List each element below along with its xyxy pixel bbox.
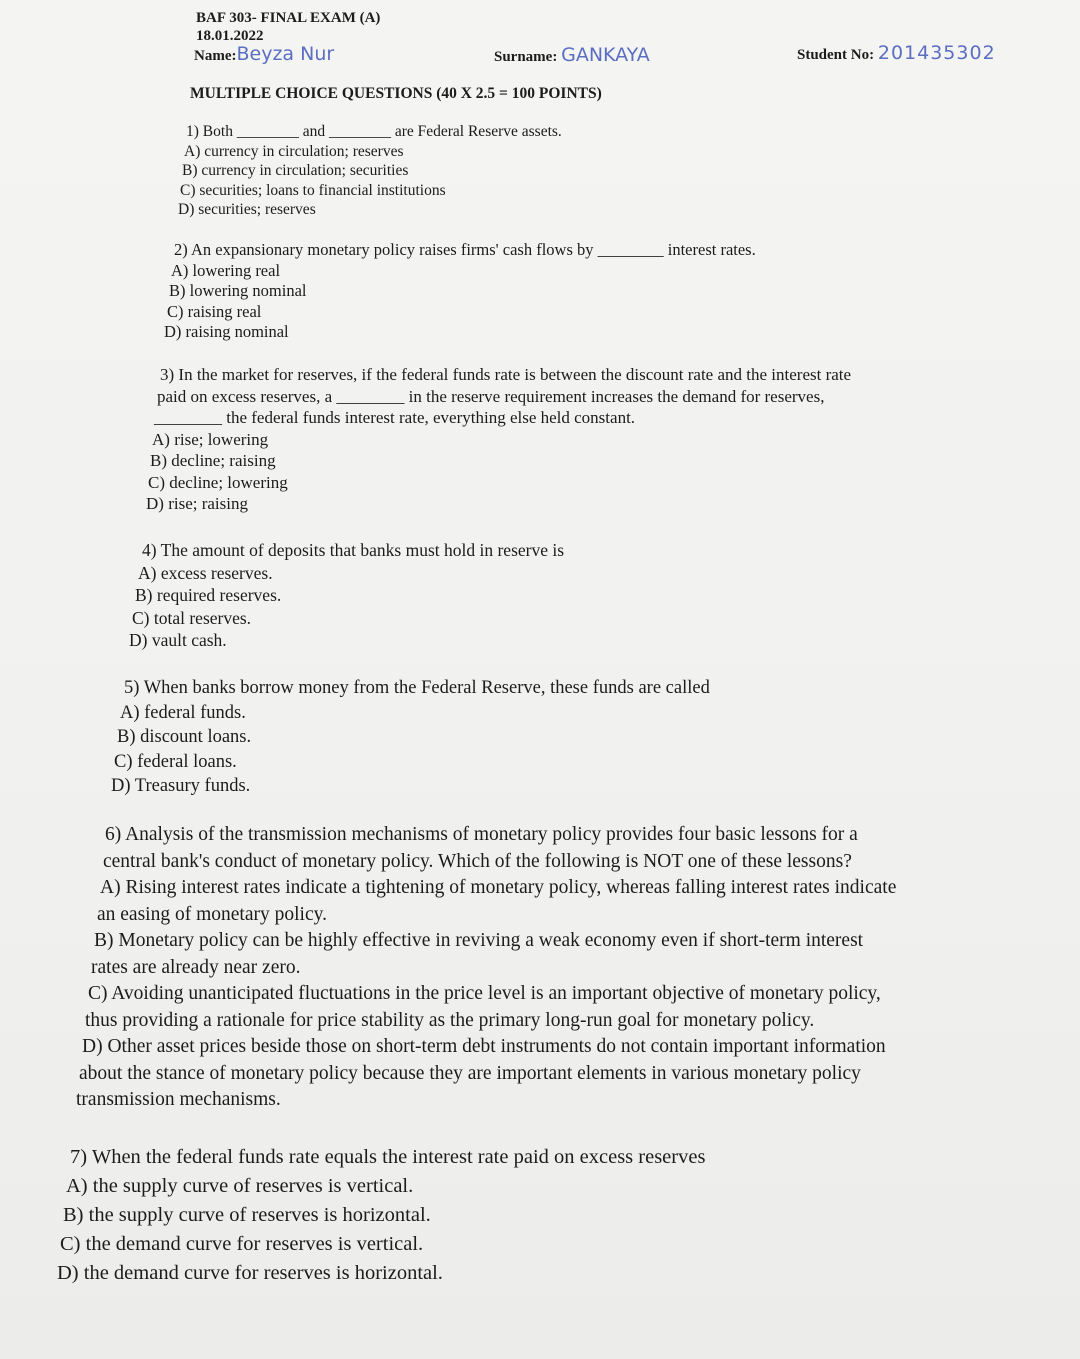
option-a: A) excess reserves. xyxy=(138,562,273,583)
option-b: B) required reserves. xyxy=(135,585,282,605)
question-number: 7) xyxy=(70,1146,88,1168)
question-number: 6) xyxy=(105,824,122,845)
option-d-cont: transmission mechanisms. xyxy=(76,1089,281,1110)
option-b: B) the supply curve of reserves is horizontal. xyxy=(63,1204,431,1226)
option-b: B) discount loans. xyxy=(117,727,252,747)
stem-line: paid on excess reserves, a ________ in the reserve requirement increases the demand for reserves, xyxy=(157,386,825,406)
question-number: 1) xyxy=(186,123,199,140)
stem-line: Analysis of the transmission mechanisms of monetary policy provides four basic lessons for a xyxy=(125,824,858,845)
student-no-row xyxy=(797,42,996,64)
stem-line: When banks borrow money from the Federal Reserve, these funds are called xyxy=(143,678,710,698)
stem-line: When the federal funds rate equals the interest rate paid on excess reserves xyxy=(91,1146,706,1168)
option-a: A) currency in circulation; reserves xyxy=(184,142,404,160)
option-c: C) raising real xyxy=(167,301,262,321)
option-b: B) decline; raising xyxy=(150,451,276,470)
option-c: C) decline; lowering xyxy=(148,472,288,492)
question-3 xyxy=(144,364,851,515)
name-handwritten: Beyza Nur xyxy=(236,43,335,65)
stem-line: An expansionary monetary policy raises firms' cash flows by ________ interest rates. xyxy=(190,240,756,259)
option-c: C) Avoiding unanticipated fluctuations in the price level is an important objective of monetary policy, xyxy=(88,983,881,1004)
stem-line: The amount of deposits that banks must hold in reserve is xyxy=(160,540,565,560)
surname-row xyxy=(494,44,650,66)
surname-label: Surname: xyxy=(494,49,558,65)
course-title: BAF 303- FINAL EXAM (A) xyxy=(196,10,381,26)
option-a: A) lowering real xyxy=(171,260,281,280)
option-c: C) the demand curve for reserves is vertical. xyxy=(60,1233,424,1255)
exam-date: 18.01.2022 xyxy=(196,28,264,44)
option-b-cont: rates are already near zero. xyxy=(91,956,301,978)
option-a-cont: an easing of monetary policy. xyxy=(97,903,327,925)
question-stem xyxy=(178,122,562,142)
question-7 xyxy=(56,1143,705,1288)
question-4 xyxy=(128,539,564,652)
section-title: MULTIPLE CHOICE QUESTIONS (40 X 2.5 = 100 POINTS) xyxy=(190,85,602,102)
question-6 xyxy=(76,822,896,1114)
question-stem xyxy=(128,539,564,562)
question-2 xyxy=(164,240,756,343)
option-d: D) rise; raising xyxy=(146,494,248,513)
question-stem xyxy=(164,240,756,261)
name-row xyxy=(194,43,334,65)
option-b: B) lowering nominal xyxy=(169,281,307,300)
option-d: D) Other asset prices beside those on short-term debt instruments do not contain important information xyxy=(82,1036,886,1057)
name-label: Name: xyxy=(194,48,237,64)
option-a: A) federal funds. xyxy=(120,702,246,723)
question-stem xyxy=(56,1143,705,1172)
question-stem xyxy=(76,822,896,849)
question-1 xyxy=(178,122,562,220)
student-no-label: Student No: xyxy=(797,47,875,63)
option-d: D) vault cash. xyxy=(129,630,227,650)
option-d: D) raising nominal xyxy=(164,322,289,341)
question-number: 3) xyxy=(160,365,175,384)
option-d: D) Treasury funds. xyxy=(111,776,251,796)
option-d: D) the demand curve for reserves is horizontal. xyxy=(57,1262,443,1284)
option-b: B) currency in circulation; securities xyxy=(182,162,409,179)
option-a: A) Rising interest rates indicate a tightening of monetary policy, whereas falling interest rates indicate xyxy=(100,877,897,898)
surname-handwritten: GANKAYA xyxy=(561,44,650,66)
option-d-cont: about the stance of monetary policy because they are important elements in various monetary policy xyxy=(79,1062,861,1084)
stem-line: central bank's conduct of monetary policy. Which of the following is NOT one of these lessons? xyxy=(103,850,852,872)
stem-line: ________ the federal funds interest rate, everything else held constant. xyxy=(154,408,636,427)
option-c: C) total reserves. xyxy=(132,607,252,628)
question-number: 4) xyxy=(142,540,157,560)
option-d: D) securities; reserves xyxy=(178,201,316,218)
question-number: 2) xyxy=(174,240,188,259)
option-c-cont: thus providing a rationale for price stability as the primary long-run goal for monetary policy. xyxy=(85,1009,815,1031)
option-a: A) rise; lowering xyxy=(152,429,269,449)
question-5 xyxy=(110,676,710,799)
question-number: 5) xyxy=(124,678,140,698)
student-no-handwritten: 201435302 xyxy=(877,42,996,64)
option-b: B) Monetary policy can be highly effective in reviving a weak economy even if short-term interest xyxy=(94,930,864,951)
option-c: C) federal loans. xyxy=(114,751,237,772)
option-a: A) the supply curve of reserves is vertical. xyxy=(66,1175,414,1197)
question-stem xyxy=(110,676,710,701)
stem-line: Both ________ and ________ are Federal Reserve assets. xyxy=(202,123,562,140)
option-c: C) securities; loans to financial institutions xyxy=(180,181,446,199)
question-stem xyxy=(144,364,851,386)
stem-line: In the market for reserves, if the federal funds rate is between the discount rate and the interest rate xyxy=(178,365,852,384)
